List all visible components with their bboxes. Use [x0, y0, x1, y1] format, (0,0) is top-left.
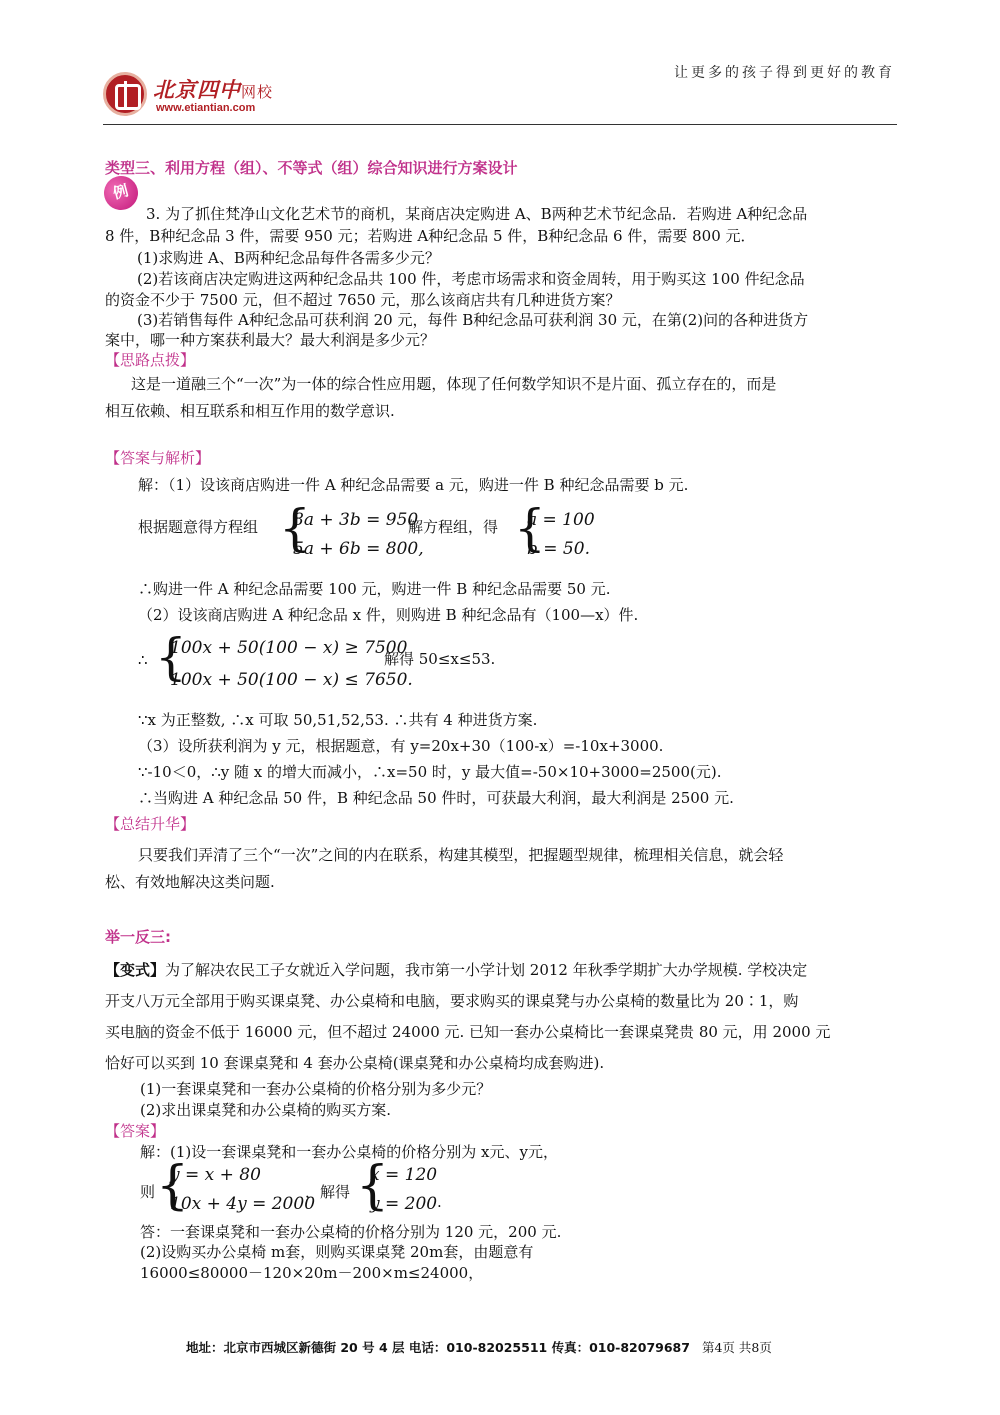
summary-line-1: 只要我们弄清了三个“一次”之间的内在联系，构建其模型，把握题型规律，梳理相关信息，就会轻: [138, 846, 784, 864]
system1-solution-brace: {: [514, 499, 546, 557]
practice-system-middle: ，解得: [305, 1183, 351, 1201]
problem-question-3a: (3)若销售每件 A种纪念品可获利润 20 元，每件 B种纪念品可获利润 30 元，在第(2)问的各种进货方: [137, 311, 809, 329]
practice-answer-step-4: 16000≤80000－120×20m－200×m≤24000，: [140, 1264, 484, 1282]
logo-emblem-icon: [103, 72, 147, 116]
footer-address: 地址：北京市西城区新德街 20 号 4 层 电话：010-82025511 传真：010-82079687: [186, 1340, 690, 1355]
practice-line-3: 买电脑的资金不低于 16000 元，但不超过 24000 元. 已知一套办公桌椅比一套课桌凳贵 80 元，用 2000 元: [105, 1023, 831, 1041]
practice-line-4: 恰好可以买到 10 套课桌凳和 4 套办公桌椅(课桌凳和办公桌椅均成套购进).: [105, 1054, 605, 1072]
practice-system-eq-1: y = x + 80: [170, 1165, 261, 1185]
system1-solution-2: b = 50.: [527, 539, 590, 559]
practice-answer-step-1: 解：(1)设一套课桌凳和一套办公桌椅的价格分别为 x元、y元，: [140, 1143, 558, 1161]
practice-solution-1: x = 120: [370, 1165, 438, 1185]
answer-step-3: （2）设该商店购进 A 种纪念品 x 件，则购进 B 种纪念品有（100—x）件.: [138, 606, 639, 624]
practice-question-2: (2)求出课桌凳和办公桌椅的购买方案.: [140, 1101, 392, 1119]
hint-line-1: 这是一道融三个“一次”为一体的综合性应用题，体现了任何数学知识不是片面、孤立存在的，而是: [131, 375, 777, 393]
answer-step-2: ∴购进一件 A 种纪念品需要 100 元，购进一件 B 种纪念品需要 50 元.: [138, 580, 611, 598]
practice-line-1: 【变式】为了解决农民工子女就近入学问题，我市第一小学计划 2012 年秋季学期扩大办学规模. 学校决定: [105, 961, 808, 979]
system1-eq-1: 8a + 3b = 950: [293, 510, 419, 530]
system2-brace: {: [155, 628, 187, 686]
practice-answer-step-2: 答：一套课桌凳和一套办公桌椅的价格分别为 120 元，200 元.: [140, 1223, 562, 1241]
problem-question-2a: (2)若该商店决定购进这两种纪念品共 100 件，考虑市场需求和资金周转，用于购买这 100 件纪念品: [137, 270, 805, 288]
practice-system-prefix: 则: [140, 1183, 156, 1201]
answer-step-5: （3）设所获利润为 y 元，根据题意，有 y=20x+30（100-x）=-10x+3000.: [138, 737, 664, 755]
system2-ineq-1: 100x + 50(100 − x) ≥ 7500: [170, 638, 408, 658]
practice-answer-tag: 【答案】: [105, 1122, 166, 1140]
practice-solution-2: y = 200: [370, 1194, 438, 1214]
answer-step-7: ∴当购进 A 种纪念品 50 件，B 种纪念品 50 件时，可获最大利润，最大利润是 2500 元.: [138, 789, 734, 807]
summary-tag: 【总结升华】: [105, 815, 196, 833]
answer-step-6: ∵-10＜0，∴y 随 x 的增大而减小，∴x=50 时，y 最大值=-50×10+3000=2500(元).: [138, 763, 722, 781]
problem-question-2b: 的资金不少于 7500 元，但不超过 7650 元，那么该商店共有几种进货方案？: [105, 291, 621, 309]
system1-eq-2: 5a + 6b = 800,: [293, 539, 424, 559]
answer-step-4: ∵x 为正整数, ∴x 可取 50,51,52,53. ∴共有 4 种进货方案.: [138, 711, 538, 729]
header-divider: [103, 124, 897, 125]
practice-answer-step-3: (2)设购买办公桌椅 m套，则购买课桌凳 20m套，由题意有: [140, 1243, 534, 1261]
answer-tag: 【答案与解析】: [105, 449, 211, 467]
practice-question-1: (1)一套课桌凳和一套办公桌椅的价格分别为多少元？: [140, 1080, 492, 1098]
system1-middle: 解方程组，得: [408, 518, 499, 536]
problem-line-2: 8 件，B种纪念品 3 件，需要 950 元；若购进 A种纪念品 5 件，B种纪念品 6 件，需要 800 元．: [105, 227, 756, 245]
system2-ineq-2: 100x + 50(100 − x) ≤ 7650.: [170, 670, 413, 690]
practice-system-eq-2: 10x + 4y = 2000: [170, 1194, 316, 1214]
school-logo: [103, 72, 303, 120]
system1-prefix: 根据题意得方程组: [138, 518, 259, 536]
example-badge-icon: 例: [100, 172, 142, 214]
header-slogan: 让更多的孩子得到更好的教育: [674, 65, 895, 81]
logo-name: 北京四中网校: [153, 77, 274, 102]
summary-line-2: 松、有效地解决这类问题.: [105, 873, 275, 891]
system2-prefix: ∴: [138, 651, 148, 669]
system1-solution-1: a = 100: [527, 510, 595, 530]
answer-step-1: 解：（1）设该商店购进一件 A 种纪念品需要 a 元，购进一件 B 种纪念品需要 b 元.: [138, 476, 689, 494]
hint-line-2: 相互依赖、相互联系和相互作用的数学意识.: [105, 402, 395, 420]
practice-system-brace: {: [156, 1156, 190, 1216]
problem-line-1: 3. 为了抓住梵净山文化艺术节的商机，某商店决定购进 A、B两种艺术节纪念品．若购进 A种纪念品: [146, 205, 808, 223]
practice-solution-end: .: [437, 1193, 442, 1211]
page-footer: [186, 1338, 772, 1356]
practice-solution-brace: {: [356, 1156, 390, 1216]
problem-question-1: (1)求购进 A、B两种纪念品每件各需多少元？: [137, 249, 440, 267]
hint-tag: 【思路点拨】: [105, 351, 196, 369]
logo-url: www.etiantian.com: [156, 102, 256, 114]
section-type-title: 类型三、利用方程（组）、不等式（组）综合知识进行方案设计: [105, 159, 518, 177]
practice-title: 举一反三:: [105, 928, 171, 946]
system1-brace: {: [279, 499, 311, 557]
footer-page-number: 第4页 共8页: [701, 1340, 772, 1355]
practice-line-2: 开支八万元全部用于购买课桌凳、办公桌椅和电脑，要求购买的课桌凳与办公桌椅的数量比为 20∶1，购: [105, 992, 799, 1010]
system2-result: 解得 50≤x≤53.: [384, 650, 496, 668]
problem-question-3b: 案中，哪一种方案获利最大？最大利润是多少元？: [105, 331, 436, 349]
